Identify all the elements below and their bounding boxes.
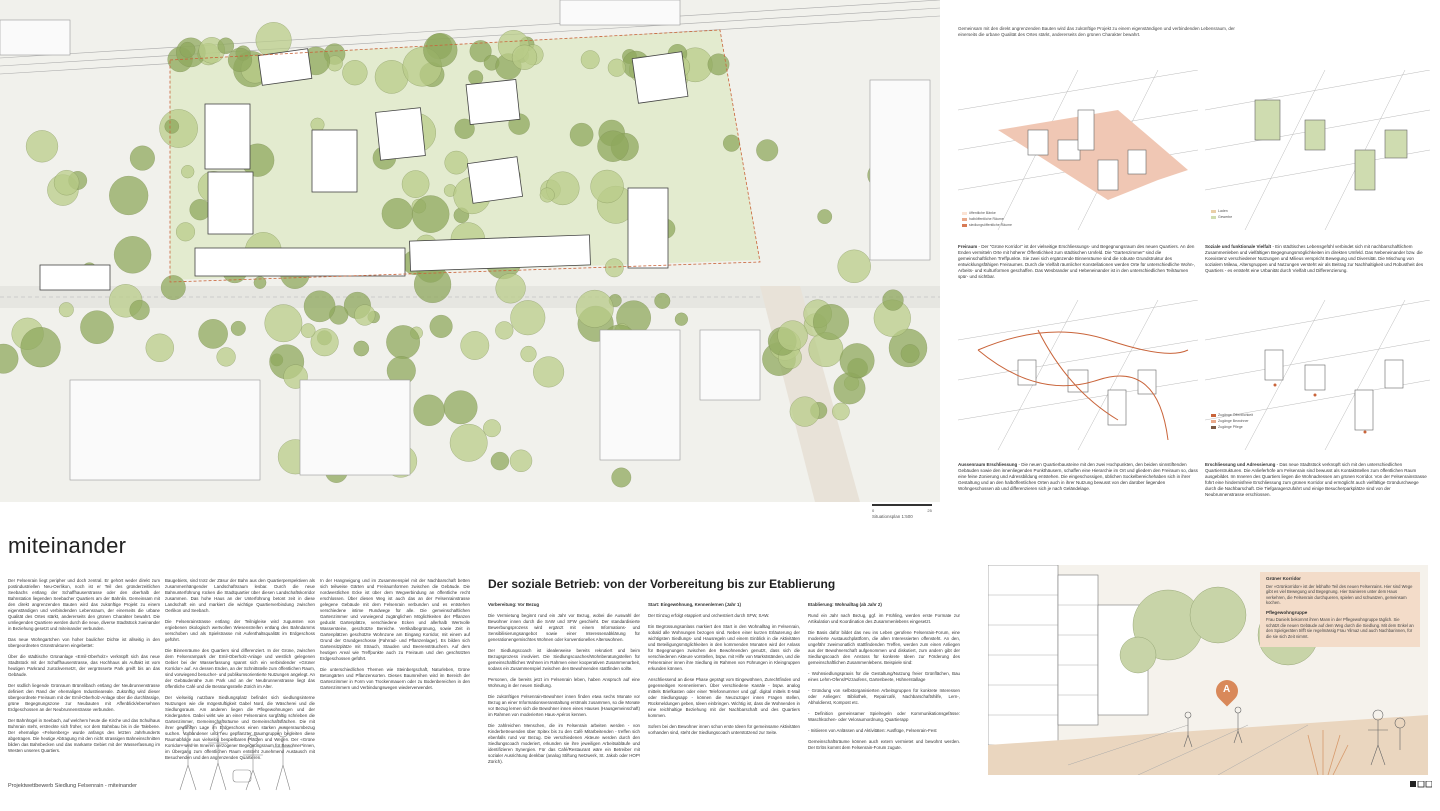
tree-canopy <box>354 305 375 326</box>
tree-canopy <box>461 331 489 359</box>
callout-text-2: Frau Daniels bekommt ihren Mann in der Pflegewohngruppe täglich. Sie schätzt die neuen Gebäude auf dem Weg durch die Siedlung. Mit dem Enkel an den Spielgeräten trifft sie regelmässig Frau Yilmaz und auch Nachbarinnen, für die sie sich Zeit nimmt. <box>1266 617 1414 639</box>
tree-canopy <box>80 311 113 344</box>
caption-vielfalt: Soziale und funktionale Vielfalt - Ein städtisches Lebensgefühl verbindet sich mit nachbarschaftlichem Zusammenleben und vielfältigen Begegnungsmöglichkeiten im direkten Umfeld. Das Nebeneinander bzw. die Koexistenz verschiedener Nutzungen und Milieus verspricht Bewegung und Diversität. Die Mischung von sozialem Mileau, Altersgruppen und Nutzungen versteht wir als Beitrag zur Nachhaltigkeit und Robustheit des Quartiers - es entsteht eine Urbanität durch Vielfalt und Differenzierung. <box>1205 244 1424 273</box>
tree-canopy <box>414 395 445 426</box>
tree-canopy <box>181 165 194 178</box>
tree-canopy <box>412 196 449 233</box>
scale-end: 25 <box>927 508 932 513</box>
location-marker-label: A <box>1223 684 1231 695</box>
tree-canopy <box>832 403 849 420</box>
tree-canopy <box>402 171 429 198</box>
tree-canopy <box>254 277 266 289</box>
intro-text: Gemeinsam mit den direkt angrenzenden Bauten wird das zukünftige Projekt zu einem eigenständigen und verbindenden Lebensraum, der einerseits die urbane Qualität des Ortes stärkt, andererseits den grünen Charakter bewahrt. <box>958 26 1235 37</box>
tree-canopy <box>521 346 537 362</box>
tree-canopy <box>570 123 593 146</box>
phase-preparation: Vorbereitung: Vor Bezug Die Vermietung beginnt rund ein Jahr vor Bezug, wobei die Auswahl der Bewohner innen durch die SAW und SFW geschieht. Der standardisierte Bewerbungsprozess wird ergänzt mit einem Informations- und Sensibilisierungsangebot sowie einer Interessenabklärung für generationengemischtes Wohnen oder konventionelles Alterswohnen. Der Siedlungscoach ist idealerweise bereits rekrutiert und beim Bezugsprozess involviert. Die Siedlungscoaches/Wohnberatungstellen für gemeinschaftliches Wohnen im Rahmen einer kooperativen Zusammenarbeit, sodass ein Zusammenspiel zwischen den Bewohnenden stattfinden sollte. Personen, die bereits jetzt im Felsenrain leben, haben Anspruch auf eine Wohnung in der neuen Siedlung. Die zukünftigen Felsenrain-Bewohner innen finden etwa sechs Monate vor Bezug an einer Informationsveranstaltung erstmals zusammen, so die Monate vor Bezug lernen sich die Bewohner innen eines Hauses (Hausgemeinschaft) im Rahmen von moderierten Haus-Apéros kennen. Die zahlreichen Menschen, die im Felsenrain arbeiten werden - von Kinderbetreuenden über Spitex bis zu den Café Mitarbeitenden - treffen sich ebenfalls rund vor Bezug. Die verschiedenen Akteure werden durch den Siedlungscoach moderiert, erkunden sie ihre jeweiligen Arbeitsabläufe und identifizieren Synergien. Für das Café/Restaurant wäre ein Betreiber mit sozialer Ausrichtung denkbar (analog Stiftung Netzwerk, St. Jakob oder HOP! Zürich). <box>488 602 640 764</box>
caption-erschliessung: Aussenraum Erschliessung - Die neuen Quartierbausteine mit den zwei Hochpunkten, den beiden sinnstiftenden Gebäuden sowie den innenliegenden Punkthäusern, schaffen eine Hierarchie im Ort und gliedern den Freiraum so, dass eine feine Zonierung und Adressbildung entstehen. Die eingeschossigen, üblichen Sockelbereichehaben sich in ihrer Gestaltung und an den halböffentlichen Orten auch in ihrer Nutzung bewusst von den darüber liegenden Wohngeschossen ab und differenzieren sich je nach Geländelage. <box>958 462 1198 491</box>
axonometric-freiraum <box>958 70 1198 230</box>
tree-canopy <box>304 291 335 322</box>
tree-canopy <box>199 319 228 348</box>
callout-text-1: Der «Grünkorridor» ist der lebhafte Teil des neuen Felsenrains. Hier sind Wege gibt es viel Bewegung und Begegnung. Hier trainieren unter dem Haus verkehren, die Felsenrain durchqueren, spielen und schwatzen, gemeinsam kochen. <box>1266 583 1413 605</box>
legend-freiraum-2: siedlungsöffentliche Räume <box>962 222 1012 228</box>
phase-preparation-heading: Vorbereitung: Vor Bezug <box>488 602 540 607</box>
building <box>466 79 520 124</box>
phase-establishment: Etablierung: Wohnalltag (ab Jahr 2) Rund ein Jahr nach Bezug, ggf. im Frühling, werden erste Formate zur Artikulation und Koordination des Zusammenlebens eingesetzt. Die Basis dafür bildet das neu ins Leben gerufene Felsenrain-Forum, eine moderierte Austauschplattform, die allen Interessierten offensteht. An den, ungefähr zweimonatlich stattfindenden Treffen, werden zum einen Anliegen aus der Bewohnerschaft aufgenommen und diskutiert, zum andern gibt der Siedlungscoach den Anstoss für konkrete Ideen zur Förderung des gemeinschaftlichen Zusammenlebens. Beispiele sind: - Wohnsiedlungspraxis für die Gestaltung/Nutzung freier Grünflächen, Bau eines Lehm-Ofens/Pizzaofens, Gartenbeete, Hühnerstallage - Gründung von selbstorganisierten Arbeitsgruppen für konkrete Interessen oder Anliegen: Bibliothek, Repaircafé, Nachbarschaftshilfe, Lern-, Abholdienst, Kompost etc. - Definition gemeinsamer Spielregeln oder Kommunikationsgefässe: Waschküchen- oder Veloraumordnung, Quartierapp - Initiieren von Anlässen und Aktivitäten: Ausflüge, Felsenrain-Fest Gemeinschaftsräume können auch extern vermietet und bewohnt werden. Der Erlös kommt dem Felsenrain-Forum zugute. <box>808 602 960 750</box>
tree-canopy <box>180 42 195 57</box>
tree-canopy <box>510 450 532 472</box>
tree-canopy <box>491 452 509 470</box>
legend-vielfalt: Laden Gewerbe <box>1211 208 1232 220</box>
building <box>195 248 405 276</box>
diagram-freiraum <box>958 70 1198 230</box>
tree-canopy <box>723 135 740 152</box>
caption-adressierung: Erschliessung und Adressierung - Das neue Stadtstück verknüpft sich mit den unterschiedlichen Quartierstrukturen. Die Anlieferhöfe am Felsenrain sind bewusst als Kontaktstellen zum öffentlichen Raum ausgebildet. Im Inneren des Quartiers liegen die Wohnadressen am grünen Korridor. Von der Felsenrainstrasse führt eine hindernisfreie Erschliessung zum grünen Korridor und ermöglicht auch vielfältige Gründurchwege durch die Nachbarschaft. Die Tiefgaragenzufahrt und einige Besucherparkplätze sind von der Neubrunnenstrasse erschlossen. <box>1205 462 1427 497</box>
tree-canopy <box>605 259 623 277</box>
tree-canopy <box>59 302 74 317</box>
tree-canopy <box>190 199 211 220</box>
tree-canopy <box>883 290 904 311</box>
page-indicator-icon <box>1410 781 1432 789</box>
tree-canopy <box>311 118 325 132</box>
callout-title-1: Grüner Korridor <box>1266 576 1301 581</box>
tree-canopy <box>343 60 368 85</box>
tree-canopy <box>450 424 487 461</box>
tree-canopy <box>445 151 468 174</box>
site-plan-drawing <box>0 0 940 502</box>
diagram-erschliessung <box>958 300 1198 450</box>
tree-canopy <box>813 304 849 340</box>
tree-canopy <box>161 275 185 299</box>
phase-start-heading: Start: Eingewöhnung, Kennenlernen (Jahr 1) <box>648 602 741 607</box>
axonometric-vielfalt <box>1205 70 1430 230</box>
tree-canopy <box>176 223 195 242</box>
phase-establishment-heading: Etablierung: Wohnalltag (ab Jahr 2) <box>808 602 882 607</box>
legend-adressierung: Zugänge Öffentlichkeit Zugänge Bewohner Zugänge Pflege <box>1211 412 1253 430</box>
axonometric-erschliessung <box>958 300 1198 450</box>
tree-canopy <box>540 188 555 203</box>
tree-canopy <box>109 176 148 215</box>
text-column-2: Baugebiets, sind trotz der Zäsur der Bahn aus den Quartierperspektiven als zusammenhängender Landschaftsraum lesbar. Durch die neue Bahnunterführung rücken die Stadtquartier über diesen Landschaftskorridor zusammen. Das hohe Haus an der Unterführung betont zeit in diese Landschaft ein und markiert die wichtige Quartierverbindung zwischen Oerlikon und Seebach. Die Felsenrainstrasse entlang der Teilnigleise wird zugunsten von ergiebenen ökologisch wertvollen Wiesenstreifen entlang des Bahndamms verschoben und als Spielstrasse mit Aufenthaltsqualität im Erdgeschoss geführt. Die Binnenräume des Quartiers sind differenziert. In der Grüne, zwischen dem Felsenrampark der Emil-Oberholz-Anlage und westlich gelegenen Gebiet bei der Wasserfassung spannt sich ein verbindender «Grüner Korridor» auf. An dessen Enden, an der Schnittstelle zum öffentlichen Raum, sind vorwiegend besucher- und publikumsorientierte Nutzungen angelegt. An der Gebäudenähe zum Park und an der Neubrunnenstrasse liegt das öffentliche Café und die Beratungsstelle Zürich im Alter. Der vielseitig nutzbare Siedlungsplatz befindet sich siedlungsinterne Nutzungen wie die mögestuftigkeit Gabel Nord, die Wäscherei und die Siedlungsraum. Am anderen liegen die Pflegewohnungen und der Kindergarten. Dabei wirkt wie an einer Felsenrains sorgfältig schrieben die Gartenzimmer, Gemeinschaftsräume und Gemeinschaftsflächen. Die mit ihrer gewählten Lage im Erdgeschoss einen starken Aussenraumbezug suchen. Vorhandener und neu gepflanzter Baumgruppen begleiten diese Raumabfolge aus vielseitig bespielbaren Plätzen und Wegen. Der «Grüne Korridor» wird im Inneren verzogener Begegnungsraum für Bewohner*innen, im Übergang zum öffentlichen Raum entsteht zunehmend Austausch mit Besuchenden und den angrenzenden Quartieren. <box>165 578 315 760</box>
tree-canopy <box>414 266 451 303</box>
tree-canopy <box>838 250 871 283</box>
tree-canopy <box>598 131 629 162</box>
tree-canopy <box>818 209 832 223</box>
building <box>467 157 522 204</box>
tree-canopy <box>217 348 236 367</box>
tree-canopy <box>430 315 453 338</box>
tree-canopy <box>511 300 546 335</box>
social-section-title: Der soziale Betrieb: von der Vorbereitung bis zur Etablierung <box>488 577 836 591</box>
tree-canopy <box>483 420 500 437</box>
tree-canopy <box>354 341 369 356</box>
building <box>40 265 110 290</box>
text-column-1: Der Felsenrain liegt peripher und doch zentral. Er gehört weder direkt zum postindustriellen Neu-Oerlikon, noch ist er Teil des gründerzeitlichen Seebachs entlang der Schaffhauserstrasse oder den oberhalb der Bahnstation liegenden Seebacher Quartiers am der Bahnlin. Gemeinsam mit den direkt angrenzenden Bauten wird das zukünftige Projekt zu einem eigenständigen und verbindenden Lebensraum, der einerseits die urbane Qualität des Ortes stärkt, andererseits den grünen Charakter bewahrt. Die umliegenden Quartiere werden durch die neue, diverse Stadtstück zueinander in Beziehung gesetzt und miteinander verbunden. Das neue Wohngartchen von hoher baulicher Dichte ist allseitig in den übergeordneten Grünstrukturen eingebettet: Über die städtische Grünanlage «Emil-Oberholz» verknüpft sich das neue Stadtstück mit der Schaffhauserstrasse, das Hochhaus als Auftakt ist vom heutigen Parkrand zurückversetzt, der vergrösserte Park greift bis an das Gebäude. Der südlich liegende Grünraum Brünnlibach entlang der Neubrunnenstrasse definiert den Rand der ehemaligen Industrieareale. Zukünftig wird dieser übergeordnete Freiraum mit der Emil-Oberholz-Anlage über die durchlässige, grüne Begegnungszone zur Neubauten mit Affenblick/ebersehnen Erdgeschossen an der Neubrunnenstrasse verbunden. Der Bahnhügel in Seebach, auf welchem heute die Kirche und das Schulhaus Buhnrain steht, erstreckte sich früher, vor dem Bahnbau bis in die Talebene. Der ehemalige «Felsenberg» wurde anfangs des letzten Jahrhunderts abgetragen. Die heutige Abtragung mit den nicht strassigen Bahneinschnitten bilden das Bahnbecken und das markante Gebiet mit der Wasserfassung im Westen unseres Quartiers. <box>8 578 160 753</box>
tree-canopy <box>840 343 874 377</box>
text-column-3: In der Hangneigung und im Zusammenspiel mit der Nachbarschaft betten sich teilweise Gärten und Freiraumformen zwischen die Gebäude. Die nordwestlichen Ecke ist über dem Wegverbindung an öffentliche recht erschlossen. Über diesen Weg ist auch das an der Felsenrainstrasse gelegene Gebäude mit dem Felsenrain verbunden und es entstehen verschiedene intime Rundwege für alle. Die gemeinschaftlichen Gartenzimmer und vorwiegend zugänglichen Möglichkeiten der Pflanzen geduckt Gartenplätze, verschiedene Ecken und allerhalb Wertvolle Wassersteine, geschützte Bereiche. Vertikalbegrünung, sowie Zeit in Gartenplätzen geschützte Wohnzone am Eingang Korridor, mit einem auf Grund der Grundgeschosse (Fahrrad- und Pflanzenlager). Es bilden sich Gartensitzplätze mit Strauch, Stauden und Beerensträuchern. Auf dem heutigen Areal wie Treffpunkte auch zu Freiraum und den geschützten Erdgeschossen geführt. Die unterschiedlichen Themen wie Steinbergschaft, Naturleben, Grüne Betongärten und Pflanzensorten. Dieses Baumreihen wird im Bereich der Gartenzimmer in Form von Trockenmauern oder zu Bodenbereichen in den Gartenzimmern und Verbindungswegen wiederverwendet. <box>320 578 470 690</box>
tree-canopy <box>591 170 624 203</box>
diagram-vielfalt <box>1205 70 1430 230</box>
tree-canopy <box>444 391 477 424</box>
tree-canopy <box>495 322 513 340</box>
scale-start: 0 <box>872 508 875 513</box>
building <box>208 172 253 234</box>
tree-canopy <box>301 324 315 338</box>
tree-canopy <box>265 305 302 342</box>
render-callout <box>1260 572 1420 647</box>
footer-project-title: Projektwettbewerb Siedlung Felsenrain - miteinander <box>8 783 138 789</box>
tree-canopy <box>756 140 778 162</box>
tree-canopy <box>423 33 457 67</box>
tree-canopy <box>130 146 155 171</box>
building <box>628 188 668 268</box>
tree-canopy <box>54 170 79 195</box>
tree-canopy <box>675 313 688 326</box>
tree-canopy <box>386 325 419 358</box>
tree-canopy <box>533 357 564 388</box>
tree-canopy <box>901 344 919 362</box>
callout-title-2: Pflegewohngruppe <box>1266 609 1308 615</box>
building <box>632 52 688 104</box>
tree-canopy <box>165 119 179 133</box>
people-sketch <box>168 700 318 800</box>
building <box>258 49 312 86</box>
tree-canopy <box>512 45 537 70</box>
tree-canopy <box>581 51 599 69</box>
scale-bar <box>872 504 932 513</box>
main-title: miteinander <box>8 533 127 558</box>
tree-canopy <box>790 397 820 427</box>
phase-start: Start: Eingewöhnung, Kennenlernen (Jahr 1) Der Einzug erfolgt etappiert und orchestriert durch SFW, SAW. Ein Begrüssungsanlass markiert den Start in den Wohnalltag im Felsenrain, sobald alle Wohnungen bezogen sind. Neben einer kurzen Erläuterung der wichtigsten Siedlungs- und Hausregeln und einem Einblick in die Aktivitäten und Beteiligungsmöglichkeiten in den kommenden Monaten wird der Anlass für Begegnungen zwischen den Bewohnenden genutzt, dass sich die verschiedenen Akteure vorstellen, bspw. mit Hilfe von Markstständen, und die Felsenrainer innen ihre Siedlung im Rahmen von Führungen in Kleingruppen erkunden können. Anschliessend an diese Phase geprägt vom Eingewöhnen, Zurechtfinden und gegenseitigen Kennenlernen. Über verschiedene Kanäle - bspw. analog mittels Briefkasten oder einer Telefonnummer und ggf. digital mittels E-Mail oder Siedlungsapp - können die Neuzuzüger innen Fragen stellen, Rückmeldungen geben, Ideen einbringen. Wichtig ist, dass die Wohnenden in eine reichhaltige Beziehung mit der Nachbarschaft und des Quartiers kommen. Sofern bei den Bewohner innen schon erste Ideen für gemeinsame Aktivitäten vorhanden sind, steht der Siedlungscoach unterstützend zur Seite. <box>648 602 800 735</box>
building <box>410 235 591 271</box>
diagram-adressierung <box>1205 300 1430 450</box>
tree-canopy <box>608 59 626 77</box>
tree-canopy <box>228 48 252 72</box>
tree-canopy <box>655 293 671 309</box>
tree-canopy <box>130 300 150 320</box>
tree-canopy <box>21 327 61 367</box>
tree-canopy <box>114 236 151 273</box>
legend-freiraum: öffentliche Bänke halböffentliche Räume <box>962 210 1004 222</box>
site-plan <box>0 0 940 502</box>
tree-canopy <box>612 468 631 487</box>
tree-canopy <box>382 198 413 229</box>
tree-canopy <box>576 290 613 327</box>
tree-canopy <box>231 321 246 336</box>
building <box>205 104 250 169</box>
caption-freiraum: Freiraum - Der "Grüne Korridor" ist der vielseitige Erschliessungs- und Begegnungsraum des neuen Quartiers. An den Enden vermitteln Orte mit höherer Öffentlichkeit zum städtischen Umfeld. Die "Gartenzimmer" sind die gemeinschaftlichen Treffpunkte. Sie zwei sich ergänzende Binnenräume sind die robuste Grundstruktur des entwicklungsfähigen Freiraumes. Durch die Vielfalt räumlicher Konstellationen werden Orte für unterschiedliche Wohn-, Arbeits- und Kulturformen geschaffen. Das Wesbrander und Hebeneinander ist in den unterschiedlichen Teilräumen spür- und sichtbar. <box>958 244 1196 279</box>
tree-canopy <box>26 130 58 162</box>
tree-canopy <box>496 273 526 303</box>
building <box>376 108 426 160</box>
building <box>312 130 357 192</box>
plan-caption: Situationsplan 1:500 <box>872 514 913 519</box>
tree-canopy <box>778 321 808 351</box>
tree-canopy <box>146 334 174 362</box>
